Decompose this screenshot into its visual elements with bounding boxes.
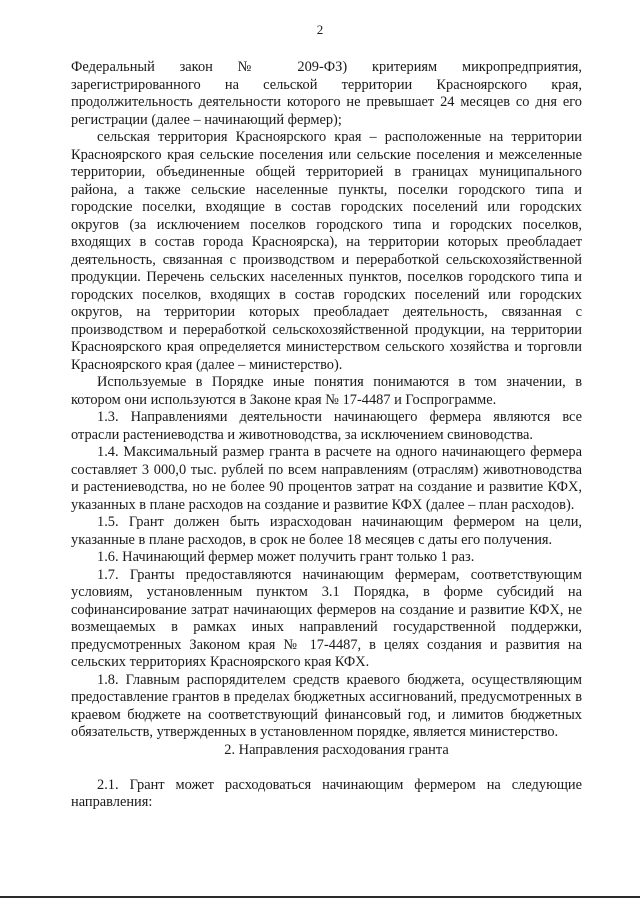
paragraph-1-3: 1.3. Направлениями деятельности начинающего фермера являются все отрасли растениеводства и животноводства, за исключением свиноводства. xyxy=(71,409,582,443)
paragraph-1-4: 1.4. Максимальный размер гранта в расчете на одного начинающего фермера составляет 3 000,0 тыс. рублей по всем направлениям (отраслям) животноводства и растениеводства, но не более 90 процентов затрат на создание и развитие КФХ, указанных в плане расходов на создание и развитие КФХ (далее – план расходов). xyxy=(71,444,582,513)
paragraph-2-1: 2.1. Грант может расходоваться начинающим фермером на следующие направления: xyxy=(71,776,582,810)
paragraph-other-terms: Используемые в Порядке иные понятия понимаются в том значении, в котором они используются в Законе края № 17-4487 и Госпрограмме. xyxy=(71,374,582,408)
paragraph-1-7: 1.7. Гранты предоставляются начинающим фермерам, соответствующим условиям, установленным пунктом 3.1 Порядка, в форме субсидий на софинансирование затрат начинающих фермеров на создание и развитие КФХ, не возмещаемых в рамках иных направлений государственной поддержки, предусмотренных Законом края № 17-4487, в целях создания и развития на сельских территориях Красноярского края КФХ. xyxy=(71,566,582,670)
bottom-rule xyxy=(0,896,640,898)
document-body xyxy=(71,59,582,812)
paragraph-1-6: 1.6. Начинающий фермер может получить грант только 1 раз. xyxy=(97,549,475,565)
section-heading: 2. Направления расходования гранта xyxy=(224,741,449,758)
page-number: 2 xyxy=(316,22,324,37)
paragraph-1-5: 1.5. Грант должен быть израсходован начинающим фермером на цели, указанные в плане расходов, в срок не более 18 месяцев с даты его получения. xyxy=(71,514,582,548)
paragraph-1-8: 1.8. Главным распорядителем средств краевого бюджета, осуществляющим предоставление грантов в пределах бюджетных ассигнований, предусмотренных в краевом бюджете на соответствующий финансовый год, и лимитов бюджетных обязательств, утвержденных в установленном порядке, является министерство. xyxy=(71,671,582,740)
paragraph-rural-territory: сельская территория Красноярского края – расположенные на территории Красноярского края сельские поселения или сельские поселения и межселенные территории, объединенные общей территорией в границах муниципального района, а также сельские населенные пункты, поселки городского типа и городские поселки, входящие в состав городских поселений или городских округов (за исключением поселков городского типа и городских поселков, входящих в состав города Красноярска), на территории которых преобладает деятельность, связанная с производством и переработкой сельскохозяйственной продукции. Перечень сельских населенных пунктов, поселков городского типа и городских поселков, входящих в состав городских поселений или городских округов, на территории которых преобладает деятельность, связанная с производством и переработкой сельскохозяйственной продукции, на территории Красноярского края определяется министерством сельского хозяйства и торговли Красноярского края (далее – министерство). xyxy=(71,129,582,373)
paragraph-continuation: Федеральный закон № 209-ФЗ) критериям микропредприятия, зарегистрированного на сельской территории Красноярского края, продолжительность деятельности которого не превышает 24 месяцев со дня его регистрации (далее – начинающий фермер); xyxy=(71,59,582,128)
